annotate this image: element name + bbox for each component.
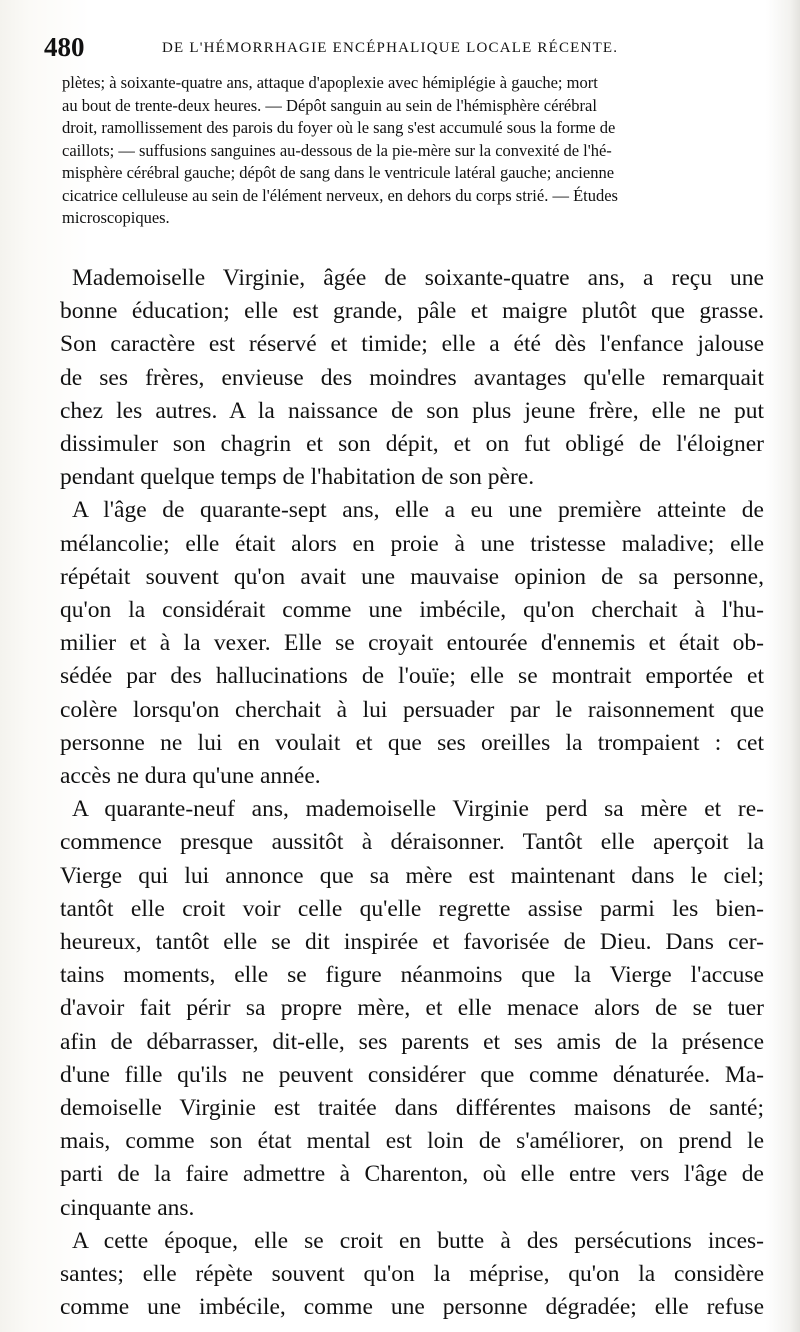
summary-line: microscopiques. — [62, 208, 170, 227]
text-line: Son caractère est réservé et timide; elle a été dès l'enfance jalouse — [60, 331, 764, 358]
text-line: parti de la faire admettre à Charenton, où elle entre vers l'âge de — [60, 1161, 764, 1188]
text-line: commence presque aussitôt à déraisonner. Tantôt elle aperçoit la — [60, 829, 764, 856]
text-line: répétait souvent qu'on avait une mauvaise opinion de sa personne, — [60, 563, 764, 590]
text-line: heureux, tantôt elle se dit inspirée et favorisée de Dieu. Dans cer- — [60, 929, 764, 956]
text-line: colère lorsqu'on cherchait à lui persuader par le raisonnement que — [60, 696, 764, 723]
summary-line: droit, ramollissement des parois du foyer où le sang s'est accumulé sous la forme de — [62, 118, 616, 137]
text-line: Vierge qui lui annonce que sa mère est maintenant dans le ciel; — [60, 862, 764, 889]
text-line: de ses frères, envieuse des moindres avantages qu'elle remarquait — [60, 364, 764, 391]
summary-line: cicatrice celluleuse au sein de l'élément nerveux, en dehors du corps strié. — Études — [62, 185, 618, 205]
text-line: pendant quelque temps de l'habitation de son père. — [60, 464, 535, 491]
text-line: milier et à la vexer. Elle se croyait entourée d'ennemis et était ob- — [60, 630, 764, 657]
text-line: personne ne lui en voulait et que ses oreilles la trompaient : cet — [60, 729, 764, 756]
text-line: d'une fille qu'ils ne peuvent considérer que comme dénaturée. Ma- — [60, 1061, 764, 1088]
text-line: A l'âge de quarante-sept ans, elle a eu une première atteinte de — [72, 497, 764, 524]
summary-line: caillots; — suffusions sanguines au-dessous de la pie-mère sur la convexité de l'hé- — [62, 140, 612, 160]
text-line: mélancolie; elle était alors en proie à une tristesse maladive; elle — [60, 530, 764, 557]
text-line: Mademoiselle Virginie, âgée de soixante-quatre ans, a reçu une — [72, 265, 764, 291]
summary-line: misphère cérébral gauche; dépôt de sang dans le ventricule latéral gauche; ancienne — [62, 163, 615, 182]
paragraph-3 — [60, 793, 764, 1225]
text-line: chez les autres. A la naissance de son plus jeune frère, elle ne put — [60, 397, 764, 424]
summary-line: au bout de trente-deux heures. — Dépôt sanguin au sein de l'hémisphère cérébral — [62, 95, 597, 115]
text-line: A cette époque, elle se croit en butte à des persécutions inces- — [72, 1227, 764, 1254]
running-title: DE L'HÉMORRHAGIE ENCÉPHALIQUE LOCALE RÉCENTE. — [162, 40, 619, 56]
text-line: afin de débarrasser, dit-elle, ses parents et ses amis de la présence — [60, 1028, 764, 1055]
text-line: d'avoir fait périr sa propre mère, et elle menace alors de se tuer — [60, 995, 764, 1022]
text-line: dissimuler son chagrin et son dépit, et on fut obligé de l'éloigner — [60, 431, 764, 458]
text-line: demoiselle Virginie est traitée dans différentes maisons de santé; — [60, 1095, 764, 1122]
body-text — [60, 262, 764, 1325]
text-line: qu'on la considérait comme une imbécile, qu'on cherchait à l'hu- — [60, 597, 764, 624]
text-line: tains moments, elle se figure néanmoins que la Vierge l'accuse — [60, 962, 764, 989]
text-line: bonne éducation; elle est grande, pâle et maigre plutôt que grasse. — [60, 298, 764, 325]
page-number: 480 — [44, 32, 85, 62]
page-edge-shadow — [766, 0, 800, 1332]
text-line: comme une imbécile, comme une personne dégradée; elle refuse — [60, 1294, 764, 1321]
text-line: A quarante-neuf ans, mademoiselle Virginie perd sa mère et re- — [72, 796, 764, 823]
paragraph-1 — [60, 262, 764, 494]
page-header — [44, 30, 764, 64]
summary-line: plètes; à soixante-quatre ans, attaque d'apoplexie avec hémiplégie à gauche; mort — [62, 73, 598, 92]
text-line: accès ne dura qu'une année. — [60, 763, 321, 790]
case-summary — [62, 72, 762, 230]
paragraph-4 — [60, 1225, 764, 1325]
text-line: sédée par des hallucinations de l'ouïe; elle se montrait emportée et — [60, 663, 764, 690]
text-line: mais, comme son état mental est loin de s'améliorer, on prend le — [60, 1128, 764, 1155]
text-line: santes; elle répète souvent qu'on la méprise, qu'on la considère — [60, 1261, 764, 1288]
text-line: tantôt elle croit voir celle qu'elle regrette assise parmi les bien- — [60, 895, 764, 922]
paragraph-2 — [60, 494, 764, 793]
text-line: cinquante ans. — [60, 1194, 195, 1221]
